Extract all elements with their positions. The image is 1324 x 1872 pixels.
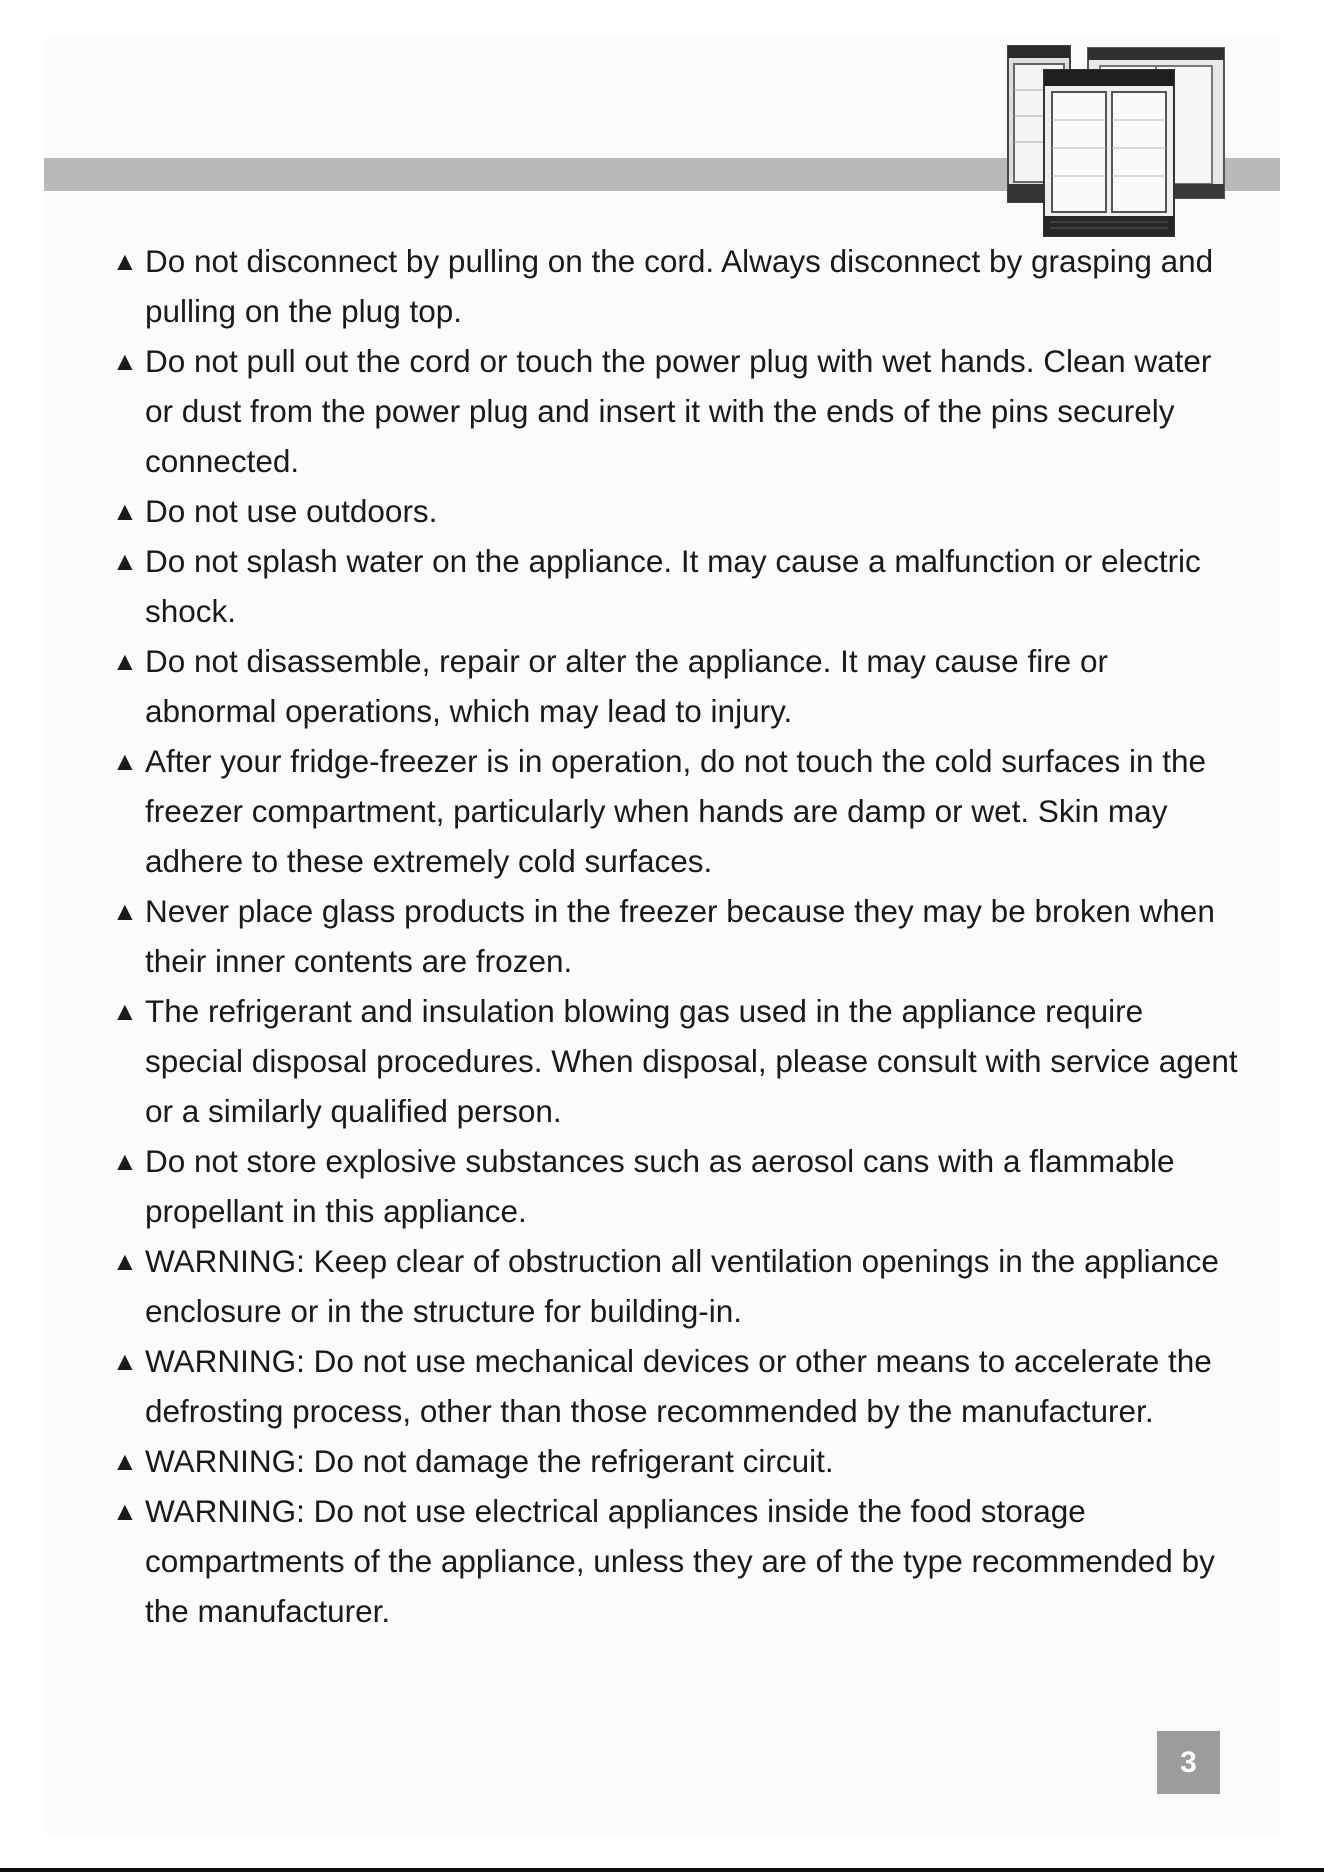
warning-item — [112, 486, 1242, 536]
warning-triangle-icon: ▲ — [112, 246, 138, 276]
warning-text: WARNING: Do not damage the refrigerant circuit. — [145, 1443, 834, 1479]
warning-triangle-icon: ▲ — [112, 1446, 138, 1476]
warning-text: Do not pull out the cord or touch the power plug with wet hands. Clean water or dust from the power plug and insert it with the ends of the pins securely connected. — [145, 343, 1212, 479]
warning-item — [112, 1436, 1242, 1486]
warning-text: WARNING: Do not use mechanical devices or other means to accelerate the defrosting process, other than those recommended by the manufacturer. — [145, 1343, 1212, 1429]
warning-triangle-icon: ▲ — [112, 646, 138, 676]
warning-text: Never place glass products in the freezer because they may be broken when their inner contents are frozen. — [145, 893, 1215, 979]
warning-item — [112, 236, 1242, 336]
warning-text: Do not store explosive substances such as aerosol cans with a flammable propellant in this appliance. — [145, 1143, 1175, 1229]
warning-text: Do not disassemble, repair or alter the appliance. It may cause fire or abnormal operations, which may lead to injury. — [145, 643, 1108, 729]
warning-item — [112, 1136, 1242, 1236]
warning-text: Do not splash water on the appliance. It may cause a malfunction or electric shock. — [145, 543, 1201, 629]
page-number: 3 — [1157, 1731, 1220, 1794]
safety-warnings-list — [112, 236, 1242, 1636]
warning-triangle-icon: ▲ — [112, 496, 138, 526]
refrigerator-product-image — [1000, 40, 1230, 240]
warning-triangle-icon: ▲ — [112, 546, 138, 576]
warning-item — [112, 536, 1242, 636]
warning-triangle-icon: ▲ — [112, 896, 138, 926]
warning-item — [112, 986, 1242, 1136]
warning-text: WARNING: Do not use electrical appliances inside the food storage compartments of the appliance, unless they are of the type recommended by the manufacturer. — [145, 1493, 1215, 1629]
warning-triangle-icon: ▲ — [112, 346, 138, 376]
warning-item — [112, 736, 1242, 886]
warning-item — [112, 1486, 1242, 1636]
warning-text: WARNING: Keep clear of obstruction all ventilation openings in the appliance enclosure or in the structure for building-in. — [145, 1243, 1219, 1329]
warning-triangle-icon: ▲ — [112, 996, 138, 1026]
warning-item — [112, 886, 1242, 986]
warning-triangle-icon: ▲ — [112, 1146, 138, 1176]
warning-triangle-icon: ▲ — [112, 746, 138, 776]
warning-triangle-icon: ▲ — [112, 1346, 138, 1376]
warning-triangle-icon: ▲ — [112, 1496, 138, 1526]
warning-item — [112, 636, 1242, 736]
warning-item — [112, 1236, 1242, 1336]
warning-item — [112, 336, 1242, 486]
warning-text: Do not use outdoors. — [145, 493, 438, 529]
warning-text: The refrigerant and insulation blowing gas used in the appliance require special disposal procedures. When disposal, please consult with service agent or a similarly qualified person. — [145, 993, 1238, 1129]
warning-text: After your fridge-freezer is in operation, do not touch the cold surfaces in the freezer compartment, particularly when hands are damp or wet. Skin may adhere to these extremely cold surfaces. — [145, 743, 1207, 879]
warning-text: Do not disconnect by pulling on the cord. Always disconnect by grasping and pulling on the plug top. — [145, 243, 1214, 329]
warning-item — [112, 1336, 1242, 1436]
bottom-rule — [0, 1868, 1324, 1872]
warning-triangle-icon: ▲ — [112, 1246, 138, 1276]
